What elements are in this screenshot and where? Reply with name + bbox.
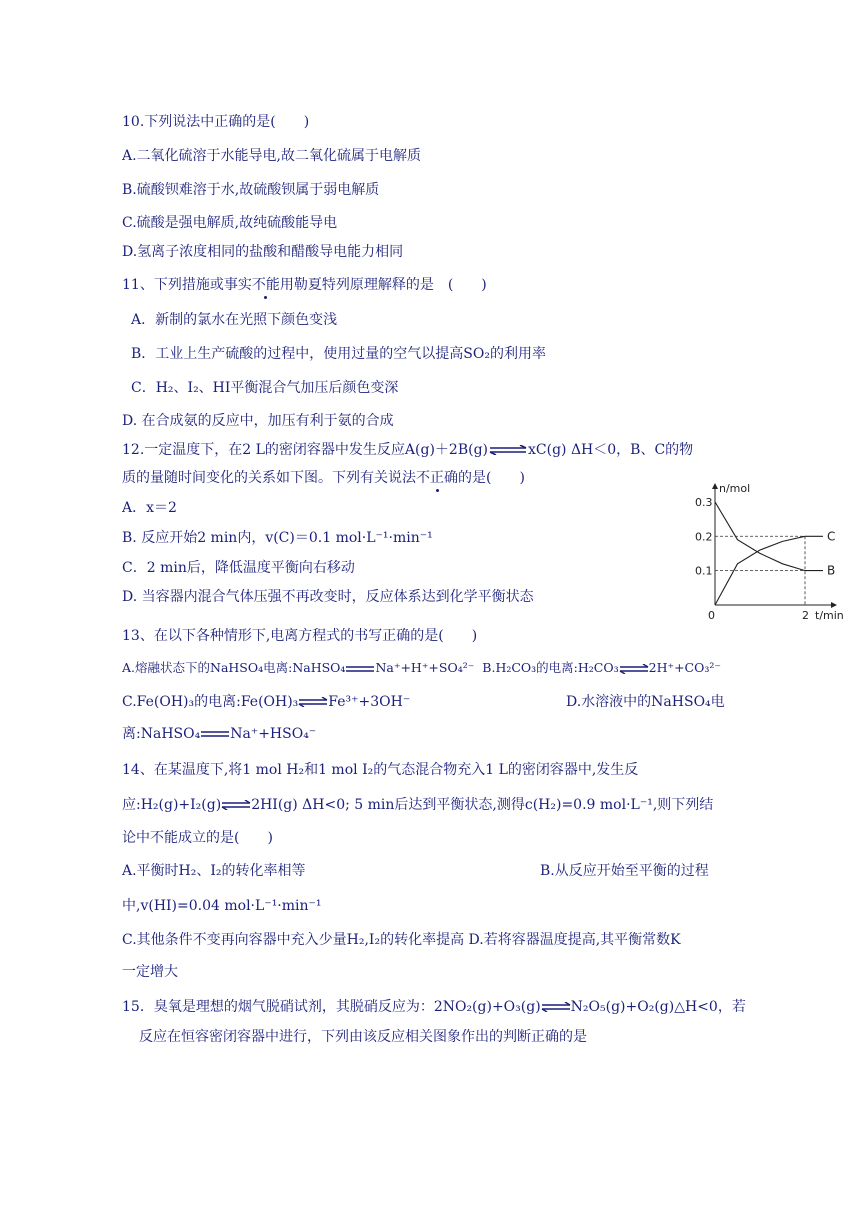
q13-d2-post: Na⁺+HSO₄⁻ bbox=[230, 726, 317, 742]
q13-stem: 13、在以下各种情形下,电离方程式的书写正确的是( ) bbox=[122, 628, 478, 644]
q13-options-ab bbox=[122, 658, 721, 678]
q13-b-pre: B.H₂CO₃的电离:H₂CO₃ bbox=[482, 660, 619, 675]
q11-option-a: A．新制的氯水在光照下颜色变浅 bbox=[131, 312, 338, 328]
equilibrium-arrow-icon bbox=[619, 664, 649, 674]
y-tick-label: 0.2 bbox=[695, 530, 713, 544]
q14-line2-post: 2HI(g) ΔH<0; 5 min后达到平衡状态,测得c(H₂)=0.9 mol·L⁻¹,则下列结 bbox=[251, 797, 714, 813]
q12-option-d: D. 当容器内混合气体压强不再改变时，反应体系达到化学平衡状态 bbox=[122, 589, 534, 605]
q10-option-d: D.氢离子浓度相同的盐酸和醋酸导电能力相同 bbox=[122, 244, 404, 260]
q14-options-cd-line2: 一定增大 bbox=[122, 964, 178, 980]
q12-stem1-pre: 12.一定温度下，在2 L的密闭容器中发生反应A(g)＋2B(g) bbox=[122, 442, 488, 458]
equals-arrow-icon bbox=[345, 664, 375, 674]
q14-line2 bbox=[122, 795, 713, 815]
q13-a-pre: A.熔融状态下的NaHSO₄电离:NaHSO₄ bbox=[122, 660, 346, 675]
q13-option-d-line2 bbox=[122, 724, 316, 744]
x-axis-label: t/min bbox=[815, 609, 844, 622]
q14-option-b-line2: 中,v(HI)=0.04 mol·L⁻¹·min⁻¹ bbox=[122, 898, 322, 914]
q10-option-b: B.硫酸钡难溶于水,故硫酸钡属于弱电解质 bbox=[122, 182, 380, 198]
q14-line2-pre: 应:H₂(g)+I₂(g) bbox=[122, 797, 222, 813]
q15-line1-pre: 15．臭氧是理想的烟气脱硝试剂，其脱硝反应为：2NO₂(g)+O₃(g) bbox=[122, 999, 541, 1015]
q11-option-c: C．H₂、I₂、HI平衡混合气加压后颜色变深 bbox=[131, 380, 399, 396]
q13-a-post: Na⁺+H⁺+SO₄²⁻ bbox=[375, 660, 475, 675]
q12-stem2-post: 的是( ) bbox=[458, 470, 525, 486]
q14-option-a: A.平衡时H₂、I₂的转化率相等 bbox=[122, 863, 306, 879]
q14-options-cd: C.其他条件不变再向容器中充入少量H₂,I₂的转化率提高 D.若将容器温度提高,其平衡常数K bbox=[122, 932, 681, 948]
q11-stem-emphasis: 不能 bbox=[251, 277, 280, 293]
equals-arrow-icon bbox=[200, 729, 230, 739]
equilibrium-arrow-icon bbox=[541, 1002, 571, 1012]
q12-stem-line2 bbox=[122, 468, 525, 488]
q12-stem-line1 bbox=[122, 440, 693, 460]
series-label-C: C bbox=[827, 529, 836, 544]
y-tick-label: 0.3 bbox=[695, 495, 713, 509]
q12-stem2-pre: 质的量随时间变化的关系如下图。下列有关说法 bbox=[122, 470, 416, 486]
q14-line1: 14、在某温度下,将1 mol H₂和1 mol I₂的气态混合物充入1 L的密闭容器中,发生反 bbox=[122, 762, 639, 778]
q13-option-d-pre: D.水溶液中的NaHSO₄电 bbox=[566, 694, 725, 710]
q14-option-b: B.从反应开始至平衡的过程 bbox=[540, 863, 709, 879]
q12-stem1-post: xC(g) ΔH＜0，B、C的物 bbox=[528, 442, 694, 458]
x-axis-arrow bbox=[831, 602, 837, 608]
y-axis-label: n/mol bbox=[719, 483, 751, 495]
q12-option-c: C．2 min后，降低温度平衡向右移动 bbox=[122, 560, 355, 576]
q13-c-pre: C.Fe(OH)₃的电离:Fe(OH)₃ bbox=[122, 694, 299, 710]
q13-c-post: Fe³⁺+3OH⁻ bbox=[328, 694, 411, 710]
equilibrium-arrow-icon bbox=[221, 800, 251, 810]
equilibrium-arrow-icon bbox=[488, 445, 528, 455]
series-label-B: B bbox=[827, 563, 836, 578]
q15-line2: 反应在恒容密闭容器中进行，下列由该反应相关图象作出的判断正确的是 bbox=[139, 1029, 587, 1045]
q11-stem-pre: 11、下列措施或事实 bbox=[122, 277, 252, 293]
q12-option-b: B. 反应开始2 min内，v(C)＝0.1 mol·L⁻¹·min⁻¹ bbox=[122, 530, 433, 546]
q13-d2-pre: 离:NaHSO₄ bbox=[122, 726, 201, 742]
q10-option-c: C.硫酸是强电解质,故纯硫酸能导电 bbox=[122, 215, 338, 231]
q10-option-a: A.二氧化硫溶于水能导电,故二氧化硫属于电解质 bbox=[122, 148, 422, 164]
q11-stem bbox=[122, 275, 487, 295]
q11-option-b: B．工业上生产硫酸的过程中，使用过量的空气以提高SO₂的利用率 bbox=[131, 346, 546, 362]
y-axis-arrow bbox=[712, 483, 718, 489]
q13-option-c bbox=[122, 692, 410, 712]
q12-option-a: A．x＝2 bbox=[122, 500, 177, 516]
q10-stem: 10.下列说法中正确的是( ) bbox=[122, 114, 310, 130]
q12-stem2-emphasis: 不正确 bbox=[416, 470, 458, 486]
equilibrium-arrow-icon bbox=[298, 697, 328, 707]
q11-option-d: D. 在合成氨的反应中，加压有利于氨的合成 bbox=[122, 413, 394, 429]
q15-line1-post: N₂O₅(g)+O₂(g)△H<0，若 bbox=[570, 999, 746, 1015]
q15-line1 bbox=[122, 997, 746, 1017]
y-tick-label: 0.1 bbox=[695, 564, 713, 578]
q13-b-post: 2H⁺+CO₃²⁻ bbox=[648, 660, 721, 675]
x-tick-label: 2 bbox=[802, 609, 809, 622]
x-tick-label: 0 bbox=[708, 609, 715, 622]
n-vs-t-chart bbox=[695, 483, 845, 623]
q14-line3: 论中不能成立的是( ) bbox=[122, 830, 273, 846]
q11-stem-post: 用勒夏特列原理解释的是 ( ) bbox=[279, 277, 487, 293]
